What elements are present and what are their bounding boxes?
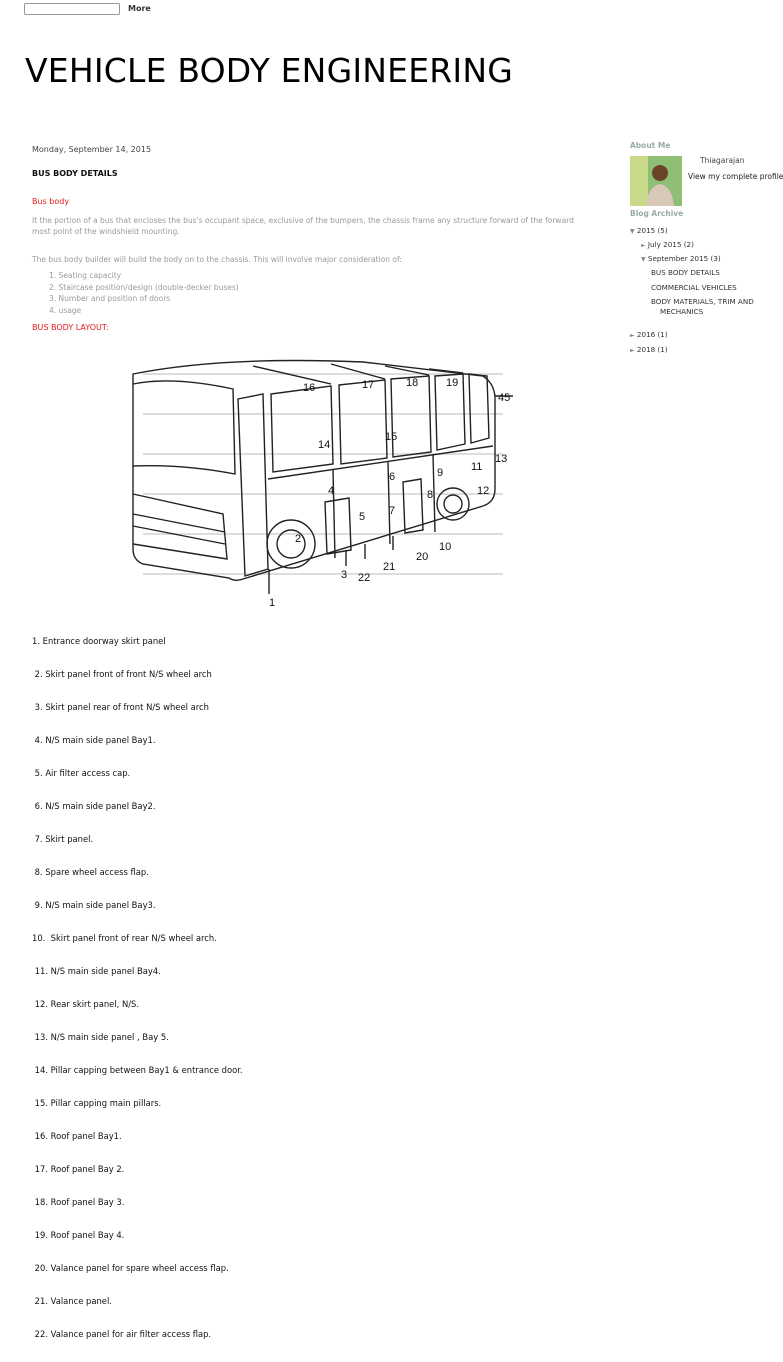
callout-4: 4 [328, 485, 335, 497]
list-item: 19. Roof panel Bay 4. [32, 1230, 125, 1240]
list-item: 1. Entrance doorway skirt panel [32, 636, 166, 646]
section-heading-layout: BUS BODY LAYOUT: [32, 323, 109, 332]
list-item: 16. Roof panel Bay1. [32, 1131, 122, 1141]
callout-16: 16 [303, 382, 316, 394]
archive-label[interactable]: 2018 (1) [636, 345, 668, 354]
archive-year-2018[interactable] [630, 345, 668, 354]
avatar [630, 156, 682, 206]
callout-20: 20 [416, 551, 429, 563]
chevron-right-icon[interactable]: ► [630, 332, 635, 339]
archive-post-body-materials[interactable]: BODY MATERIALS, TRIM AND [651, 297, 754, 306]
post-date: Monday, September 14, 2015 [32, 145, 152, 154]
list-item: 1. Seating capacity [49, 271, 122, 280]
archive-month-september-2015[interactable] [641, 254, 721, 263]
callout-9: 9 [437, 467, 444, 479]
chevron-down-icon[interactable]: ▼ [630, 228, 635, 235]
builder-paragraph: The bus body builder will build the body on to the chassis. This will involve major consideration of: [32, 255, 402, 264]
callout-13: 13 [495, 453, 508, 465]
list-item: 12. Rear skirt panel, N/S. [32, 999, 140, 1009]
archive-post-body-materials-cont[interactable]: MECHANICS [660, 307, 704, 316]
callout-19: 19 [446, 377, 459, 389]
list-item: 2. Staircase position/design (double-decker buses) [49, 282, 239, 292]
list-item: 8. Spare wheel access flap. [32, 867, 149, 877]
callout-15: 15 [385, 431, 398, 443]
callout-8: 8 [427, 489, 434, 501]
archive-heading: Blog Archive [630, 209, 684, 218]
archive-label[interactable]: 2015 (5) [636, 226, 668, 235]
callout-12: 12 [477, 485, 490, 497]
callout-7: 7 [389, 505, 396, 517]
blog-title[interactable]: VEHICLE BODY ENGINEERING [25, 51, 513, 90]
parts-list [32, 614, 243, 1362]
archive-post-bus-body-details[interactable]: BUS BODY DETAILS [651, 268, 720, 277]
list-item: 4. usage [49, 305, 82, 315]
callout-11: 11 [471, 461, 483, 473]
archive-label[interactable]: July 2015 (2) [647, 240, 694, 249]
list-item: 14. Pillar capping between Bay1 & entrance door. [32, 1065, 243, 1075]
profile-link[interactable]: View my complete profile [688, 172, 783, 181]
list-item: 10. Skirt panel front of rear N/S wheel arch. [32, 933, 217, 943]
archive-month-july-2015[interactable] [641, 240, 694, 249]
list-item: 20. Valance panel for spare wheel access flap. [32, 1263, 229, 1273]
callout-10: 10 [439, 541, 452, 553]
callout-21: 21 [383, 561, 396, 573]
list-item: 2. Skirt panel front of front N/S wheel arch [32, 669, 212, 679]
post-title[interactable]: BUS BODY DETAILS [32, 169, 118, 178]
callout-5: 5 [359, 511, 366, 523]
callout-14: 14 [318, 439, 331, 451]
profile-photo[interactable] [630, 156, 682, 206]
list-item: 22. Valance panel for air filter access flap. [32, 1329, 212, 1339]
list-item: 5. Air filter access cap. [32, 768, 131, 778]
list-item: 9. N/S main side panel Bay3. [32, 900, 156, 910]
archive-year-2015[interactable] [630, 226, 668, 235]
list-item: 15. Pillar capping main pillars. [32, 1098, 162, 1108]
callout-22: 22 [358, 572, 371, 584]
callout-6: 6 [389, 471, 396, 483]
archive-label[interactable]: 2016 (1) [636, 330, 668, 339]
considerations-list [49, 271, 239, 317]
bus-body-diagram [103, 354, 519, 612]
list-item: 4. N/S main side panel Bay1. [32, 735, 156, 745]
navbar [0, 0, 768, 18]
list-item: 3. Skirt panel rear of front N/S wheel arch [32, 702, 209, 712]
list-item: 18. Roof panel Bay 3. [32, 1197, 125, 1207]
callout-3: 3 [341, 569, 348, 581]
section-heading-bus-body: Bus body [32, 197, 70, 206]
list-item: 11. N/S main side panel Bay4. [32, 966, 161, 976]
chevron-right-icon[interactable]: ► [641, 242, 646, 249]
callout-17: 17 [362, 379, 375, 391]
archive-post-commercial-vehicles[interactable]: COMMERCIAL VEHICLES [651, 283, 737, 292]
callout-18: 18 [406, 377, 419, 389]
chevron-right-icon[interactable]: ► [630, 347, 635, 354]
callout-45: 45 [498, 392, 511, 404]
callout-1: 1 [269, 597, 276, 609]
list-item: 3. Number and position of doors [49, 294, 171, 303]
search-input[interactable] [24, 3, 120, 15]
list-item: 17. Roof panel Bay 2. [32, 1164, 125, 1174]
archive-year-2016[interactable] [630, 330, 668, 339]
list-item: 7. Skirt panel. [32, 834, 94, 844]
list-item: 13. N/S main side panel , Bay 5. [32, 1032, 169, 1042]
bus-diagram-svg [103, 354, 519, 612]
chevron-down-icon[interactable]: ▼ [641, 256, 646, 263]
profile-name[interactable]: Thiagarajan [700, 156, 745, 165]
list-item: 6. N/S main side panel Bay2. [32, 801, 156, 811]
callout-2: 2 [295, 533, 302, 545]
more-link[interactable]: More [128, 4, 151, 13]
archive-label[interactable]: September 2015 (3) [647, 254, 721, 263]
intro-paragraph: It the portion of a bus that encloses the bus's occupant space, exclusive of the bumpers, the chassis frame any structure forward of the forward most point of the windshield mounting. [32, 216, 574, 236]
about-heading: About Me [630, 141, 671, 150]
list-item: 21. Valance panel. [32, 1296, 112, 1306]
